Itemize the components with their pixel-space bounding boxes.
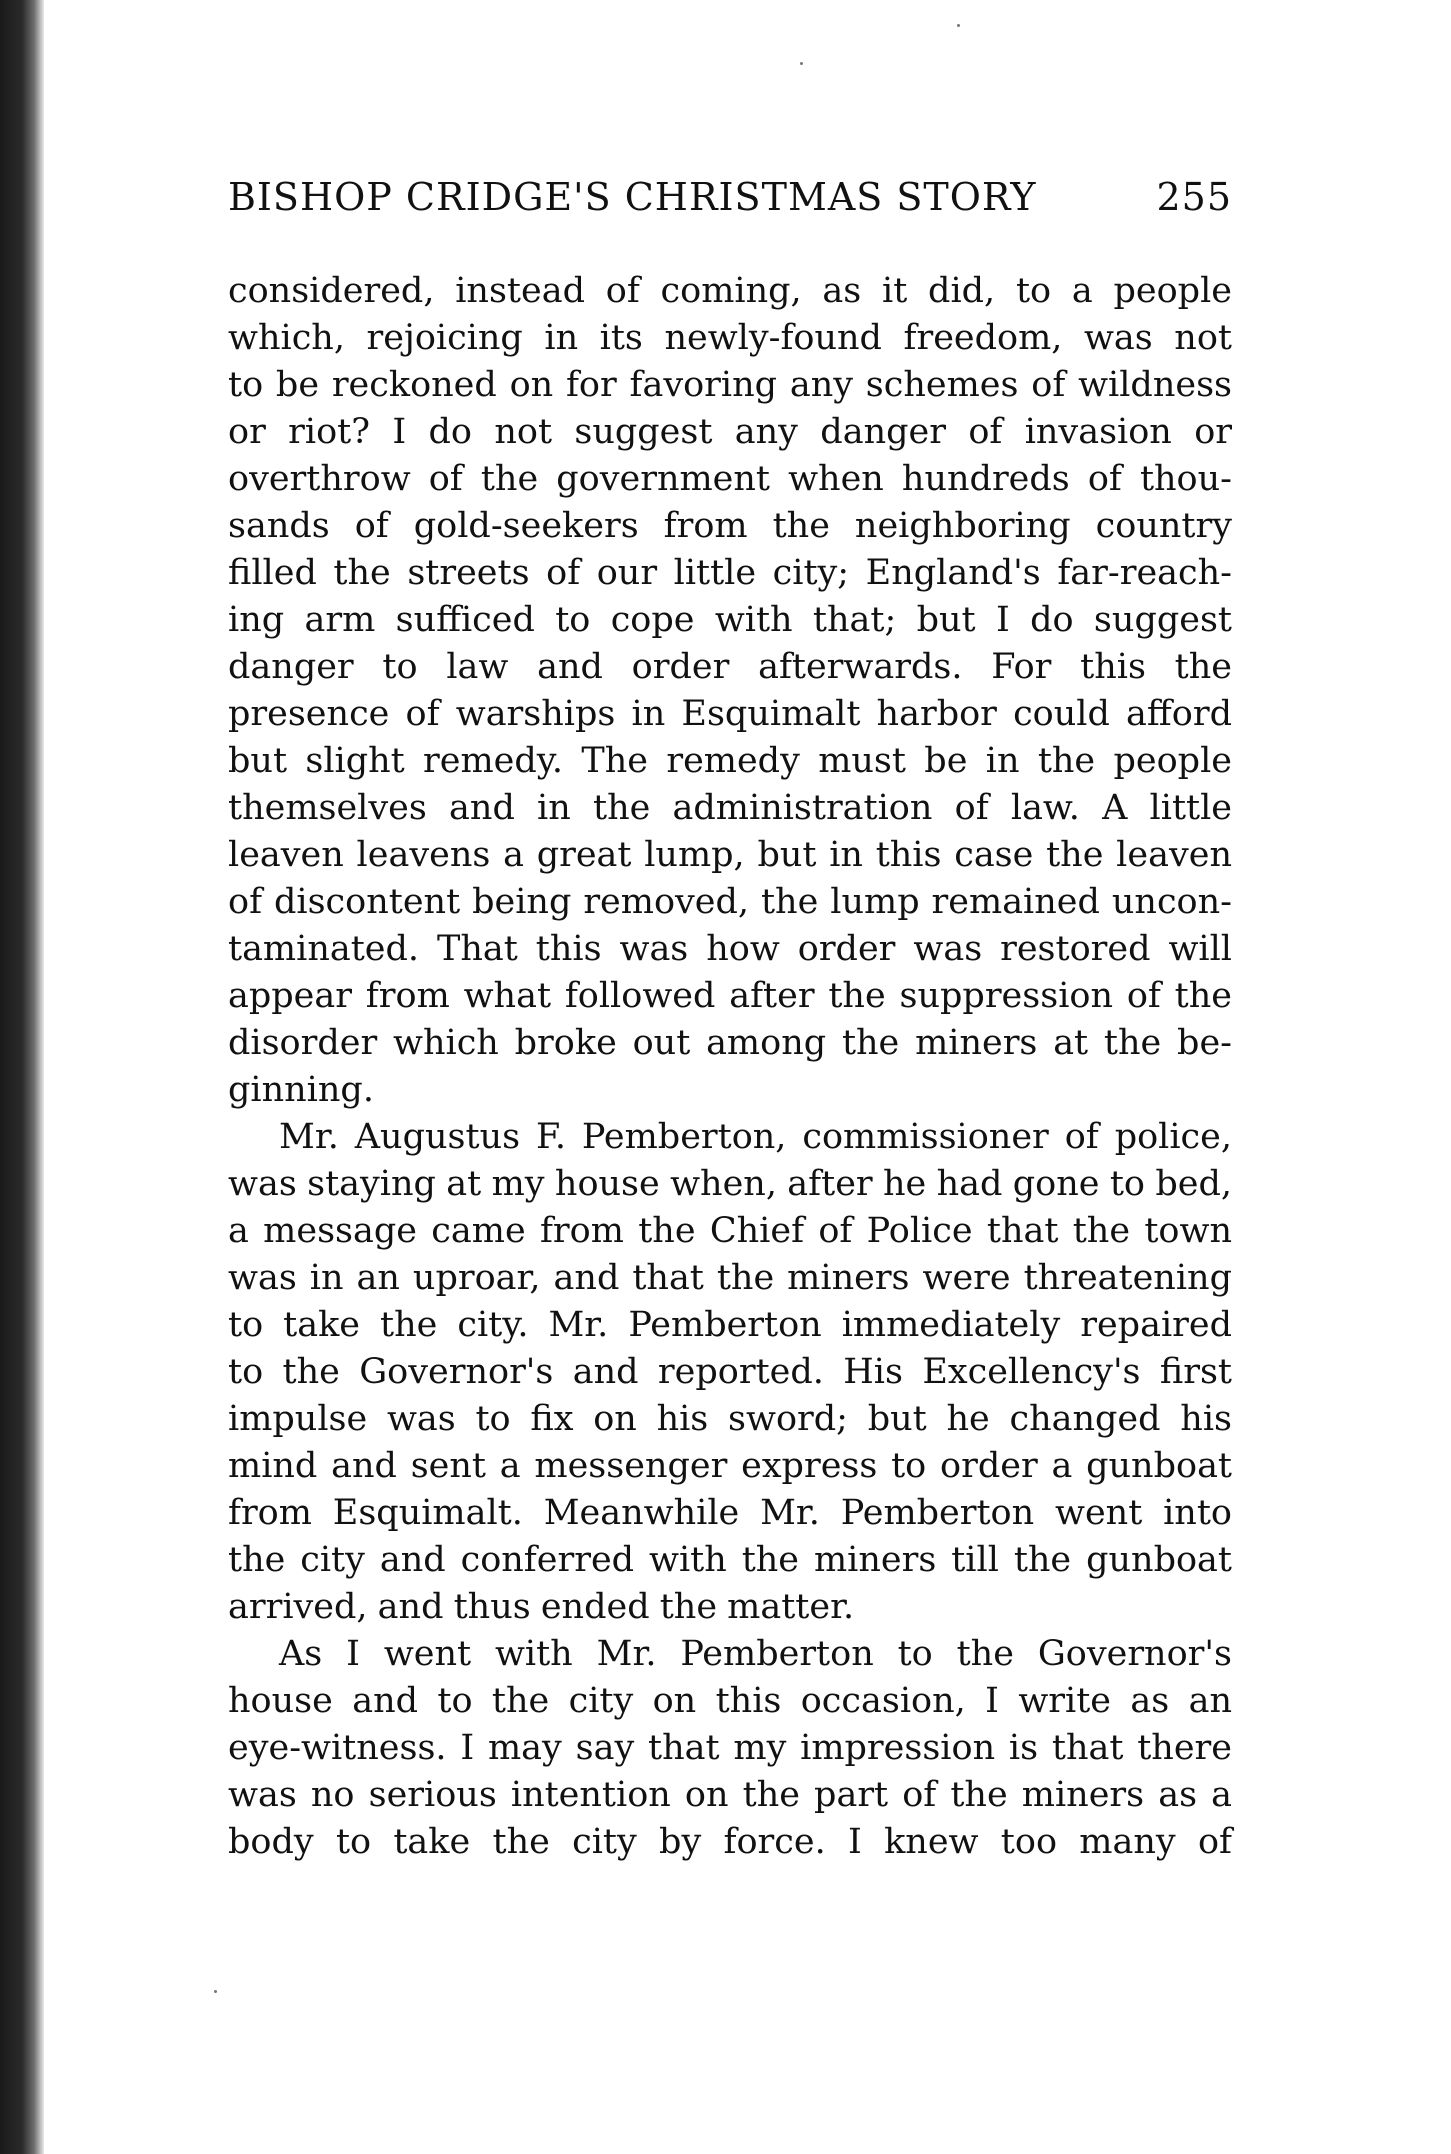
text-line: but slight remedy. The remedy must be in the people	[228, 741, 1232, 781]
paper-speck	[800, 62, 803, 65]
text-line: to take the city. Mr. Pemberton immediately repaired	[228, 1305, 1232, 1345]
text-line: was staying at my house when, after he had gone to bed,	[228, 1164, 1232, 1204]
text-line: presence of warships in Esquimalt harbor could afford	[228, 694, 1232, 734]
text-line: arrived, and thus ended the matter.	[228, 1587, 855, 1627]
text-line: themselves and in the administration of law. A little	[228, 788, 1232, 828]
text-line: ing arm sufficed to cope with that; but I do suggest	[228, 600, 1232, 640]
paper-speck	[214, 1990, 217, 1993]
page-binding-edge	[0, 0, 44, 2154]
text-line: appear from what followed after the suppression of the	[228, 976, 1232, 1016]
text-line: was in an uproar, and that the miners were threatening	[228, 1258, 1232, 1298]
body-text	[228, 268, 1232, 1866]
text-line: body to take the city by force. I knew too many of	[228, 1822, 1232, 1862]
text-line: considered, instead of coming, as it did, to a people	[228, 271, 1232, 311]
paragraph-start-line: Mr. Augustus F. Pemberton, commissioner of police,	[279, 1117, 1232, 1157]
text-line: danger to law and order afterwards. For this the	[228, 647, 1232, 687]
text-line: which, rejoicing in its newly-found freedom, was not	[228, 318, 1232, 358]
text-line: sands of gold-seekers from the neighboring country	[228, 506, 1232, 546]
text-line: to the Governor's and reported. His Excellency's first	[228, 1352, 1232, 1392]
text-line: overthrow of the government when hundreds of thou-	[228, 459, 1232, 499]
text-line: to be reckoned on for favoring any schemes of wildness	[228, 365, 1232, 405]
text-line: a message came from the Chief of Police that the town	[228, 1211, 1232, 1251]
running-title: BISHOP CRIDGE'S CHRISTMAS STORY	[228, 175, 1037, 219]
text-line: from Esquimalt. Meanwhile Mr. Pemberton went into	[228, 1493, 1232, 1533]
text-line: filled the streets of our little city; England's far-reach-	[228, 553, 1232, 593]
text-line: the city and conferred with the miners till the gunboat	[228, 1540, 1232, 1580]
page-header	[228, 175, 1232, 235]
text-line: eye-witness. I may say that my impression is that there	[228, 1728, 1232, 1768]
text-line: was no serious intention on the part of the miners as a	[228, 1775, 1232, 1815]
text-line: house and to the city on this occasion, I write as an	[228, 1681, 1232, 1721]
text-line: mind and sent a messenger express to order a gunboat	[228, 1446, 1232, 1486]
text-line: impulse was to fix on his sword; but he changed his	[228, 1399, 1232, 1439]
text-line: disorder which broke out among the miners at the be-	[228, 1023, 1232, 1063]
text-line: of discontent being removed, the lump remained uncon-	[228, 882, 1232, 922]
text-line: or riot? I do not suggest any danger of invasion or	[228, 412, 1232, 452]
paper-speck	[957, 24, 960, 27]
page-number: 255	[1156, 175, 1232, 219]
text-line: taminated. That this was how order was restored will	[228, 929, 1232, 969]
text-line: ginning.	[228, 1070, 374, 1110]
text-line: leaven leavens a great lump, but in this case the leaven	[228, 835, 1232, 875]
paragraph-start-line: As I went with Mr. Pemberton to the Governor's	[279, 1634, 1232, 1674]
